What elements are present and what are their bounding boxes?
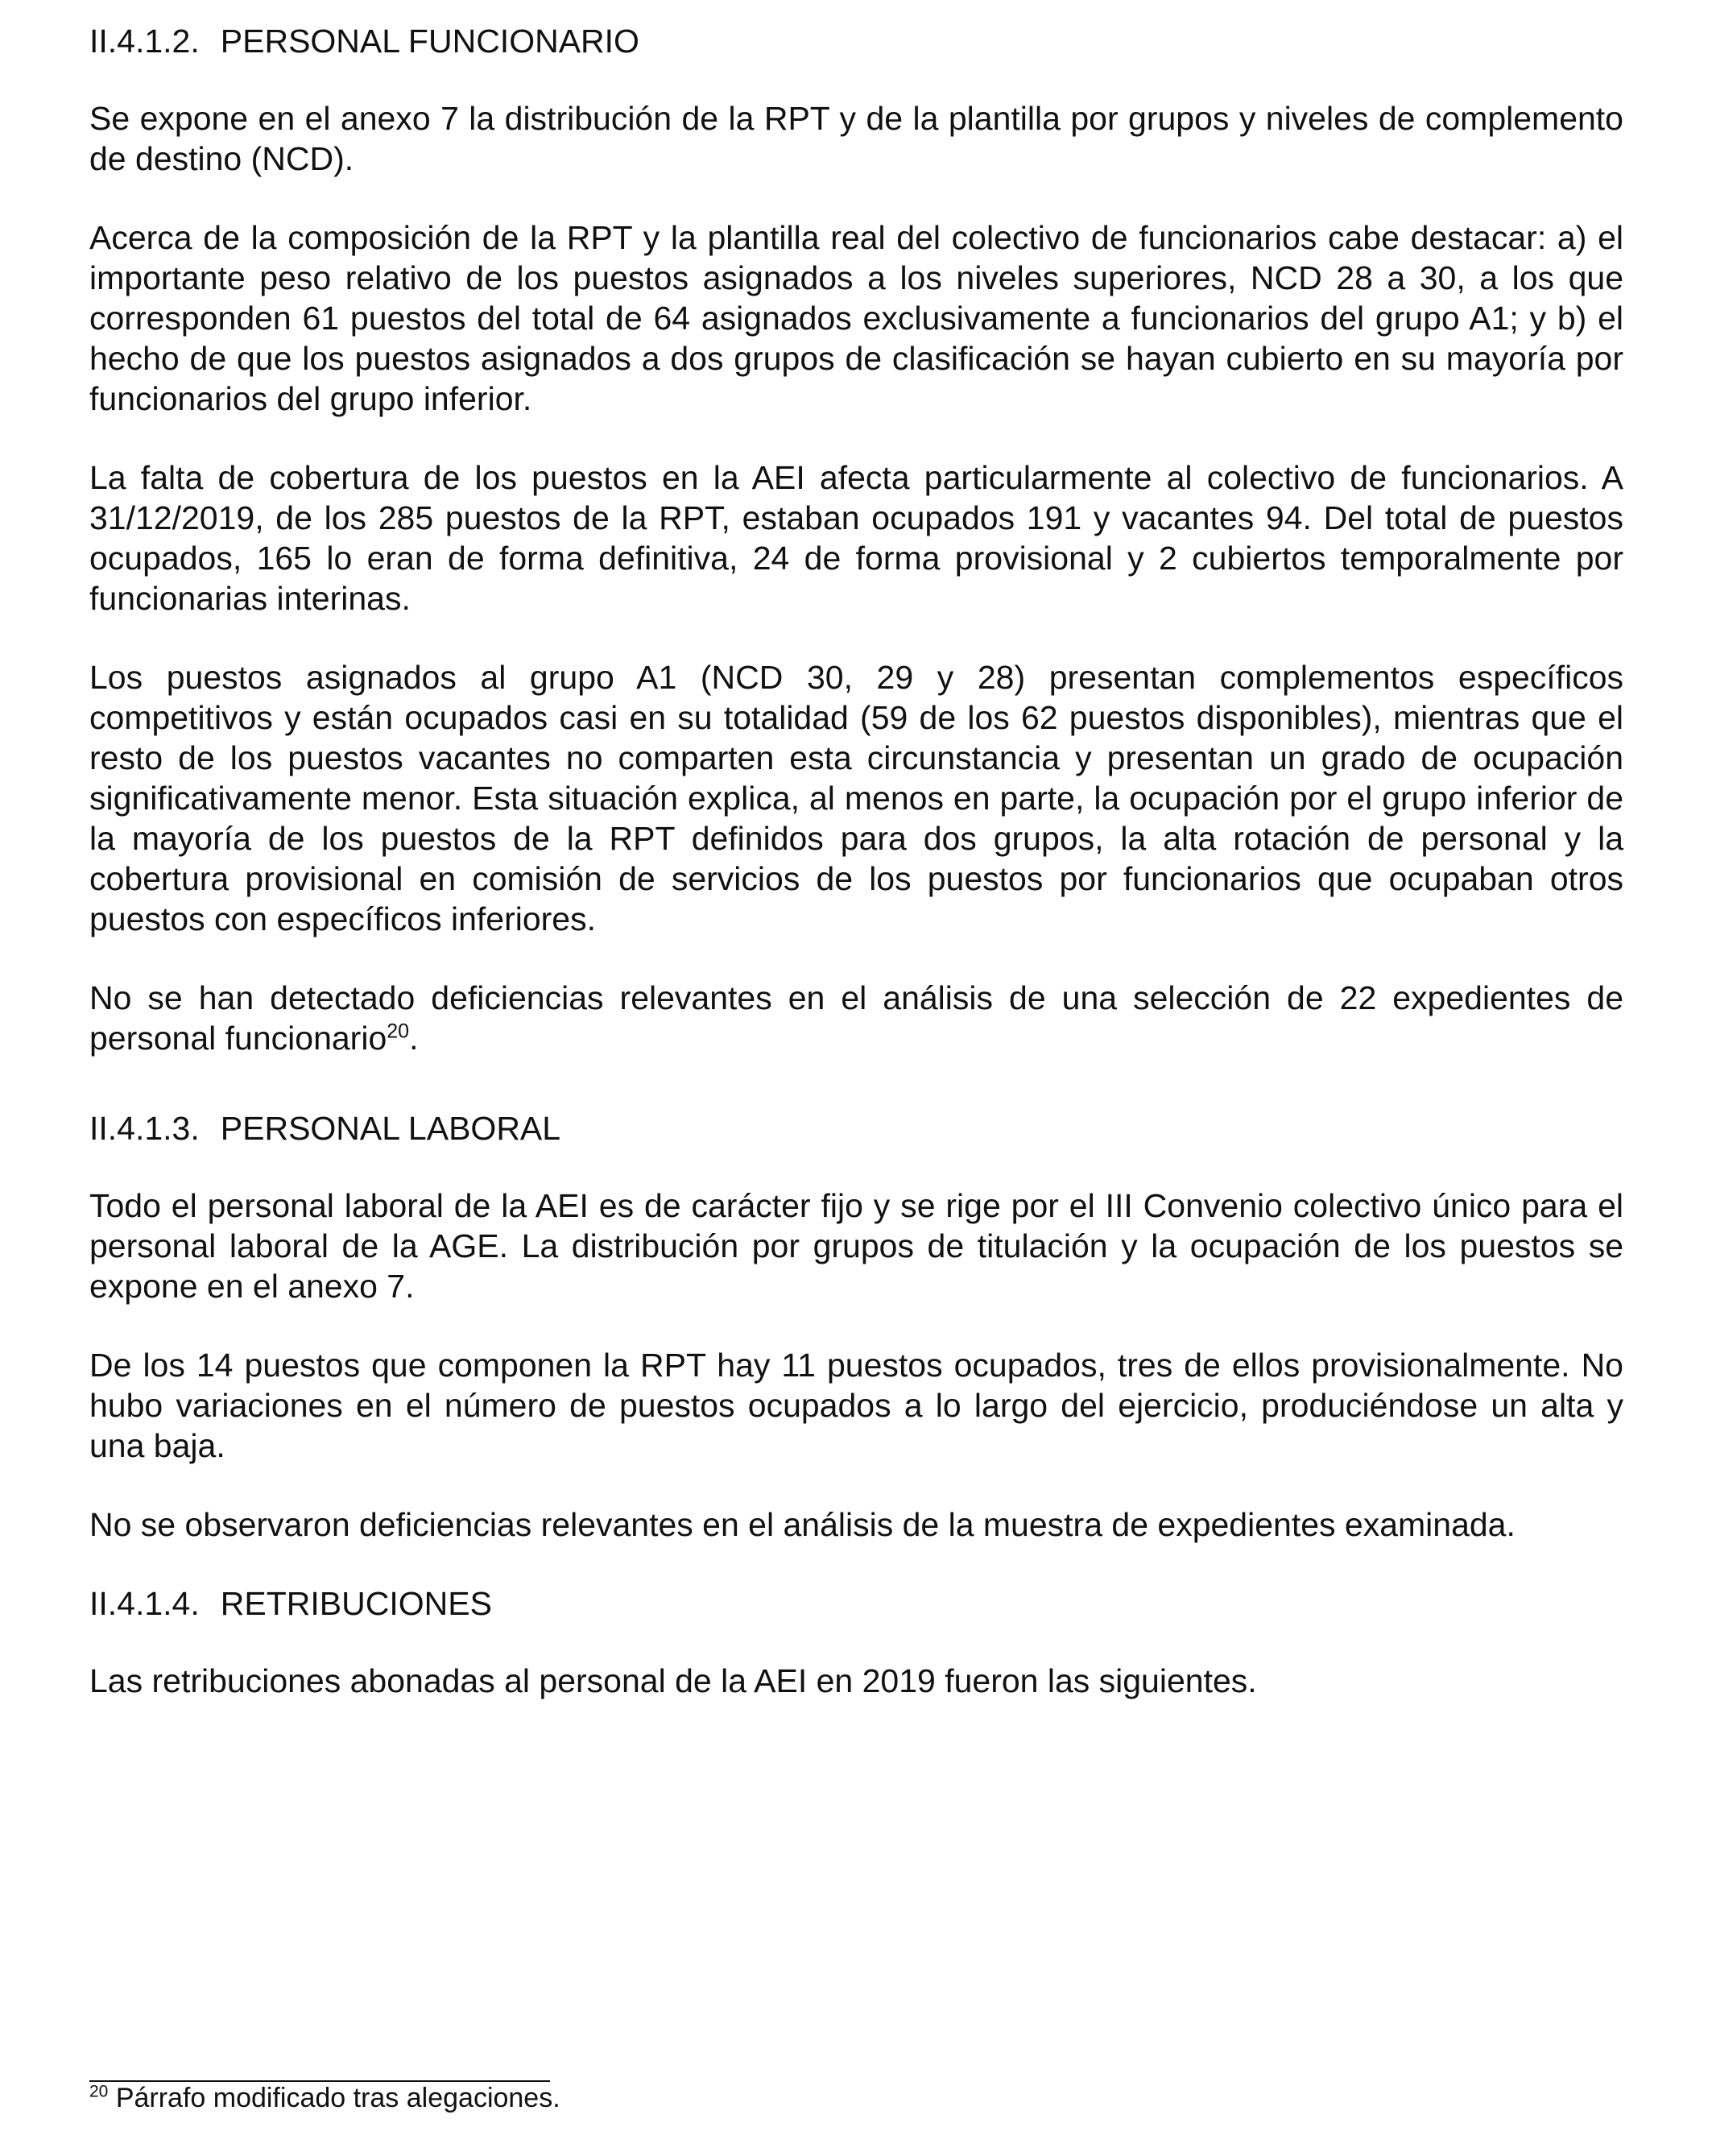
- section-title: PERSONAL FUNCIONARIO: [220, 23, 639, 60]
- section-heading-personal-laboral: [89, 1108, 1623, 1148]
- paragraph: No se observaron deficiencias relevantes en el análisis de la muestra de expedientes examinada.: [89, 1506, 1516, 1543]
- paragraph: La falta de cobertura de los puestos en la AEI afecta particularmente al colectivo de funcionarios. A 31/12/2019, de los 285 puestos de la RPT, estaban ocupados 191 y vacantes 94. Del total de puestos ocupados, 165 lo eran de forma definitiva, 24 de forma provisional y 2 cubiertos temporalmente por funcionarias interinas.: [89, 459, 1623, 617]
- section-number: II.4.1.2.: [89, 23, 200, 60]
- paragraph: Los puestos asignados al grupo A1 (NCD 30, 29 y 28) presentan complementos específicos competitivos y están ocupados casi en su totalidad (59 de los 62 puestos disponibles), mientras que el resto de los puestos vacantes no comparten esta circunstancia y presentan un grado de ocupación significativamente menor. Esta situación explica, al menos en parte, la ocupación por el grupo inferior de la mayoría de los puestos de la RPT definidos para dos grupos, la alta rotación de personal y la cobertura provisional en comisión de servicios de los puestos por funcionarios que ocupaban otros puestos con específicos inferiores.: [89, 659, 1623, 937]
- paragraph: Las retribuciones abonadas al personal de la AEI en 2019 fueron las siguientes.: [89, 1662, 1257, 1699]
- paragraph-with-footnote: No se han detectado deficiencias relevantes en el análisis de una selección de 22 expedientes de personal funcionario$^{20}$.: [89, 979, 1623, 1057]
- paragraph: Acerca de la composición de la RPT y la plantilla real del colectivo de funcionarios cabe destacar: a) el importante peso relativo de los puestos asignados a los niveles superiores, NCD 28 a 30, a los que corresponden 61 puestos del total de 64 asignados exclusivamente a funcionarios del grupo A1; y b) el hecho de que los puestos asignados a dos grupos de clasificación se hayan cubierto en su mayoría por funcionarios del grupo inferior.: [89, 219, 1623, 417]
- paragraph: Todo el personal laboral de la AEI es de carácter fijo y se rige por el III Convenio colectivo único para el personal laboral de la AGE. La distribución por grupos de titulación y la ocupación de los puestos se expone en el anexo 7.: [89, 1187, 1623, 1305]
- section-title: RETRIBUCIONES: [220, 1585, 492, 1622]
- footnote-reference[interactable]: 20: [387, 1020, 410, 1043]
- section-number: II.4.1.3.: [89, 1110, 200, 1147]
- document-body: [89, 21, 1623, 1701]
- section-title: PERSONAL LABORAL: [220, 1110, 561, 1147]
- section-heading-retribuciones: [89, 1583, 1623, 1624]
- footnote-text: Párrafo modificado tras alegaciones.: [115, 2083, 560, 2113]
- paragraph-text: No se han detectado deficiencias relevantes en el análisis de una selección de 22 expedientes de personal funcionario: [89, 979, 1623, 1057]
- section-number: II.4.1.4.: [89, 1585, 200, 1622]
- paragraph: Se expone en el anexo 7 la distribución de la RPT y de la plantilla por grupos y niveles de complemento de destino (NCD).: [89, 100, 1623, 177]
- footnote: [89, 2081, 560, 2115]
- paragraph: De los 14 puestos que componen la RPT hay 11 puestos ocupados, tres de ellos provisionalmente. No hubo variaciones en el número de puestos ocupados a lo largo del ejercicio, produciéndose un alta y una baja.: [89, 1347, 1623, 1464]
- section-heading-personal-funcionario: [89, 21, 1623, 61]
- footnote-marker: 20: [89, 2082, 109, 2101]
